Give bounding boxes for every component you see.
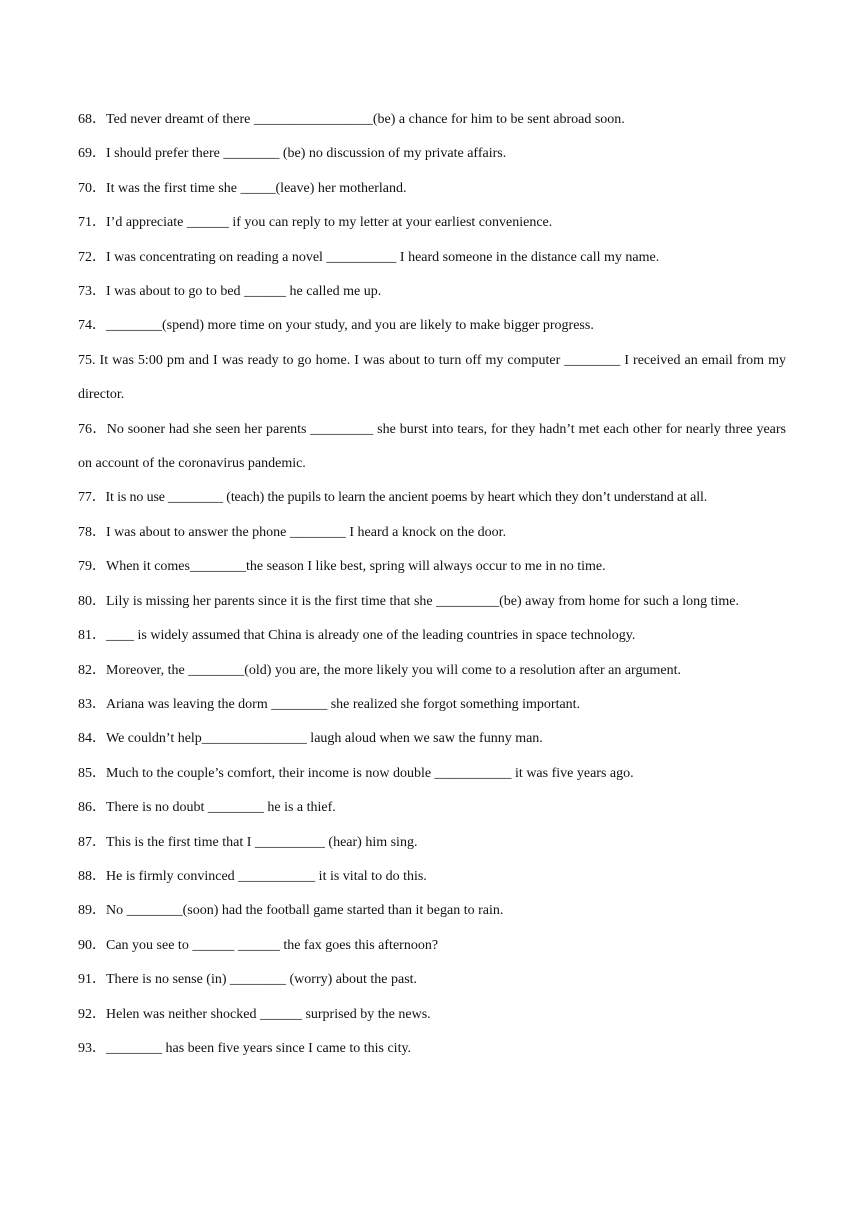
question-list — [78, 103, 786, 1066]
question-70: 70．It was the first time she _____(leave) her motherland. — [78, 180, 407, 196]
question-71: 71．I’d appreciate ______ if you can reply to my letter at your earliest convenience. — [78, 215, 553, 231]
question-77: 77．It is no use ________ (teach) the pupils to learn the ancient poems by heart which they don’t understand at all. — [78, 490, 708, 506]
question-74: 74．________(spend) more time on your study, and you are likely to make bigger progress. — [78, 318, 594, 334]
question-76: 76．No sooner had she seen her parents _________ she burst into tears, for they hadn’t met each other for nearly three years on account of the coronavirus pandemic. — [78, 421, 786, 472]
question-80: 80．Lily is missing her parents since it is the first time that she _________(be) away from home for such a long time. — [78, 593, 739, 609]
question-92: 92．Helen was neither shocked ______ surprised by the news. — [78, 1006, 431, 1022]
question-87: 87．This is the first time that I __________ (hear) him sing. — [78, 834, 418, 850]
question-89: 89．No ________(soon) had the football game started than it began to rain. — [78, 903, 504, 919]
question-75: 75. It was 5:00 pm and I was ready to go home. I was about to turn off my computer ________ I received an email from my director. — [78, 352, 786, 403]
question-84: 84．We couldn’t help_______________ laugh aloud when we saw the funny man. — [78, 731, 543, 747]
question-79: 79．When it comes________the season I like best, spring will always occur to me in no time. — [78, 559, 606, 575]
question-83: 83．Ariana was leaving the dorm ________ she realized she forgot something important. — [78, 696, 581, 712]
question-88: 88．He is firmly convinced ___________ it is vital to do this. — [78, 868, 427, 884]
question-85: 85．Much to the couple’s comfort, their income is now double ___________ it was five years ago. — [78, 765, 634, 781]
question-68: 68．Ted never dreamt of there _________________(be) a chance for him to be sent abroad soon. — [78, 112, 625, 127]
question-90: 90．Can you see to ______ ______ the fax goes this afternoon? — [78, 937, 439, 953]
question-81: 81．____ is widely assumed that China is already one of the leading countries in space technology. — [78, 628, 636, 644]
question-73: 73．I was about to go to bed ______ he called me up. — [78, 284, 382, 300]
question-86: 86．There is no doubt ________ he is a thief. — [78, 800, 336, 816]
question-78: 78．I was about to answer the phone ________ I heard a knock on the door. — [78, 524, 507, 540]
question-93: 93．________ has been five years since I came to this city. — [78, 1040, 412, 1056]
question-91: 91．There is no sense (in) ________ (worry) about the past. — [78, 972, 418, 988]
question-82: 82．Moreover, the ________(old) you are, the more likely you will come to a resolution after an argument. — [78, 662, 681, 678]
question-72: 72．I was concentrating on reading a novel __________ I heard someone in the distance call my name. — [78, 249, 660, 265]
question-69: 69．I should prefer there ________ (be) no discussion of my private affairs. — [78, 146, 507, 162]
